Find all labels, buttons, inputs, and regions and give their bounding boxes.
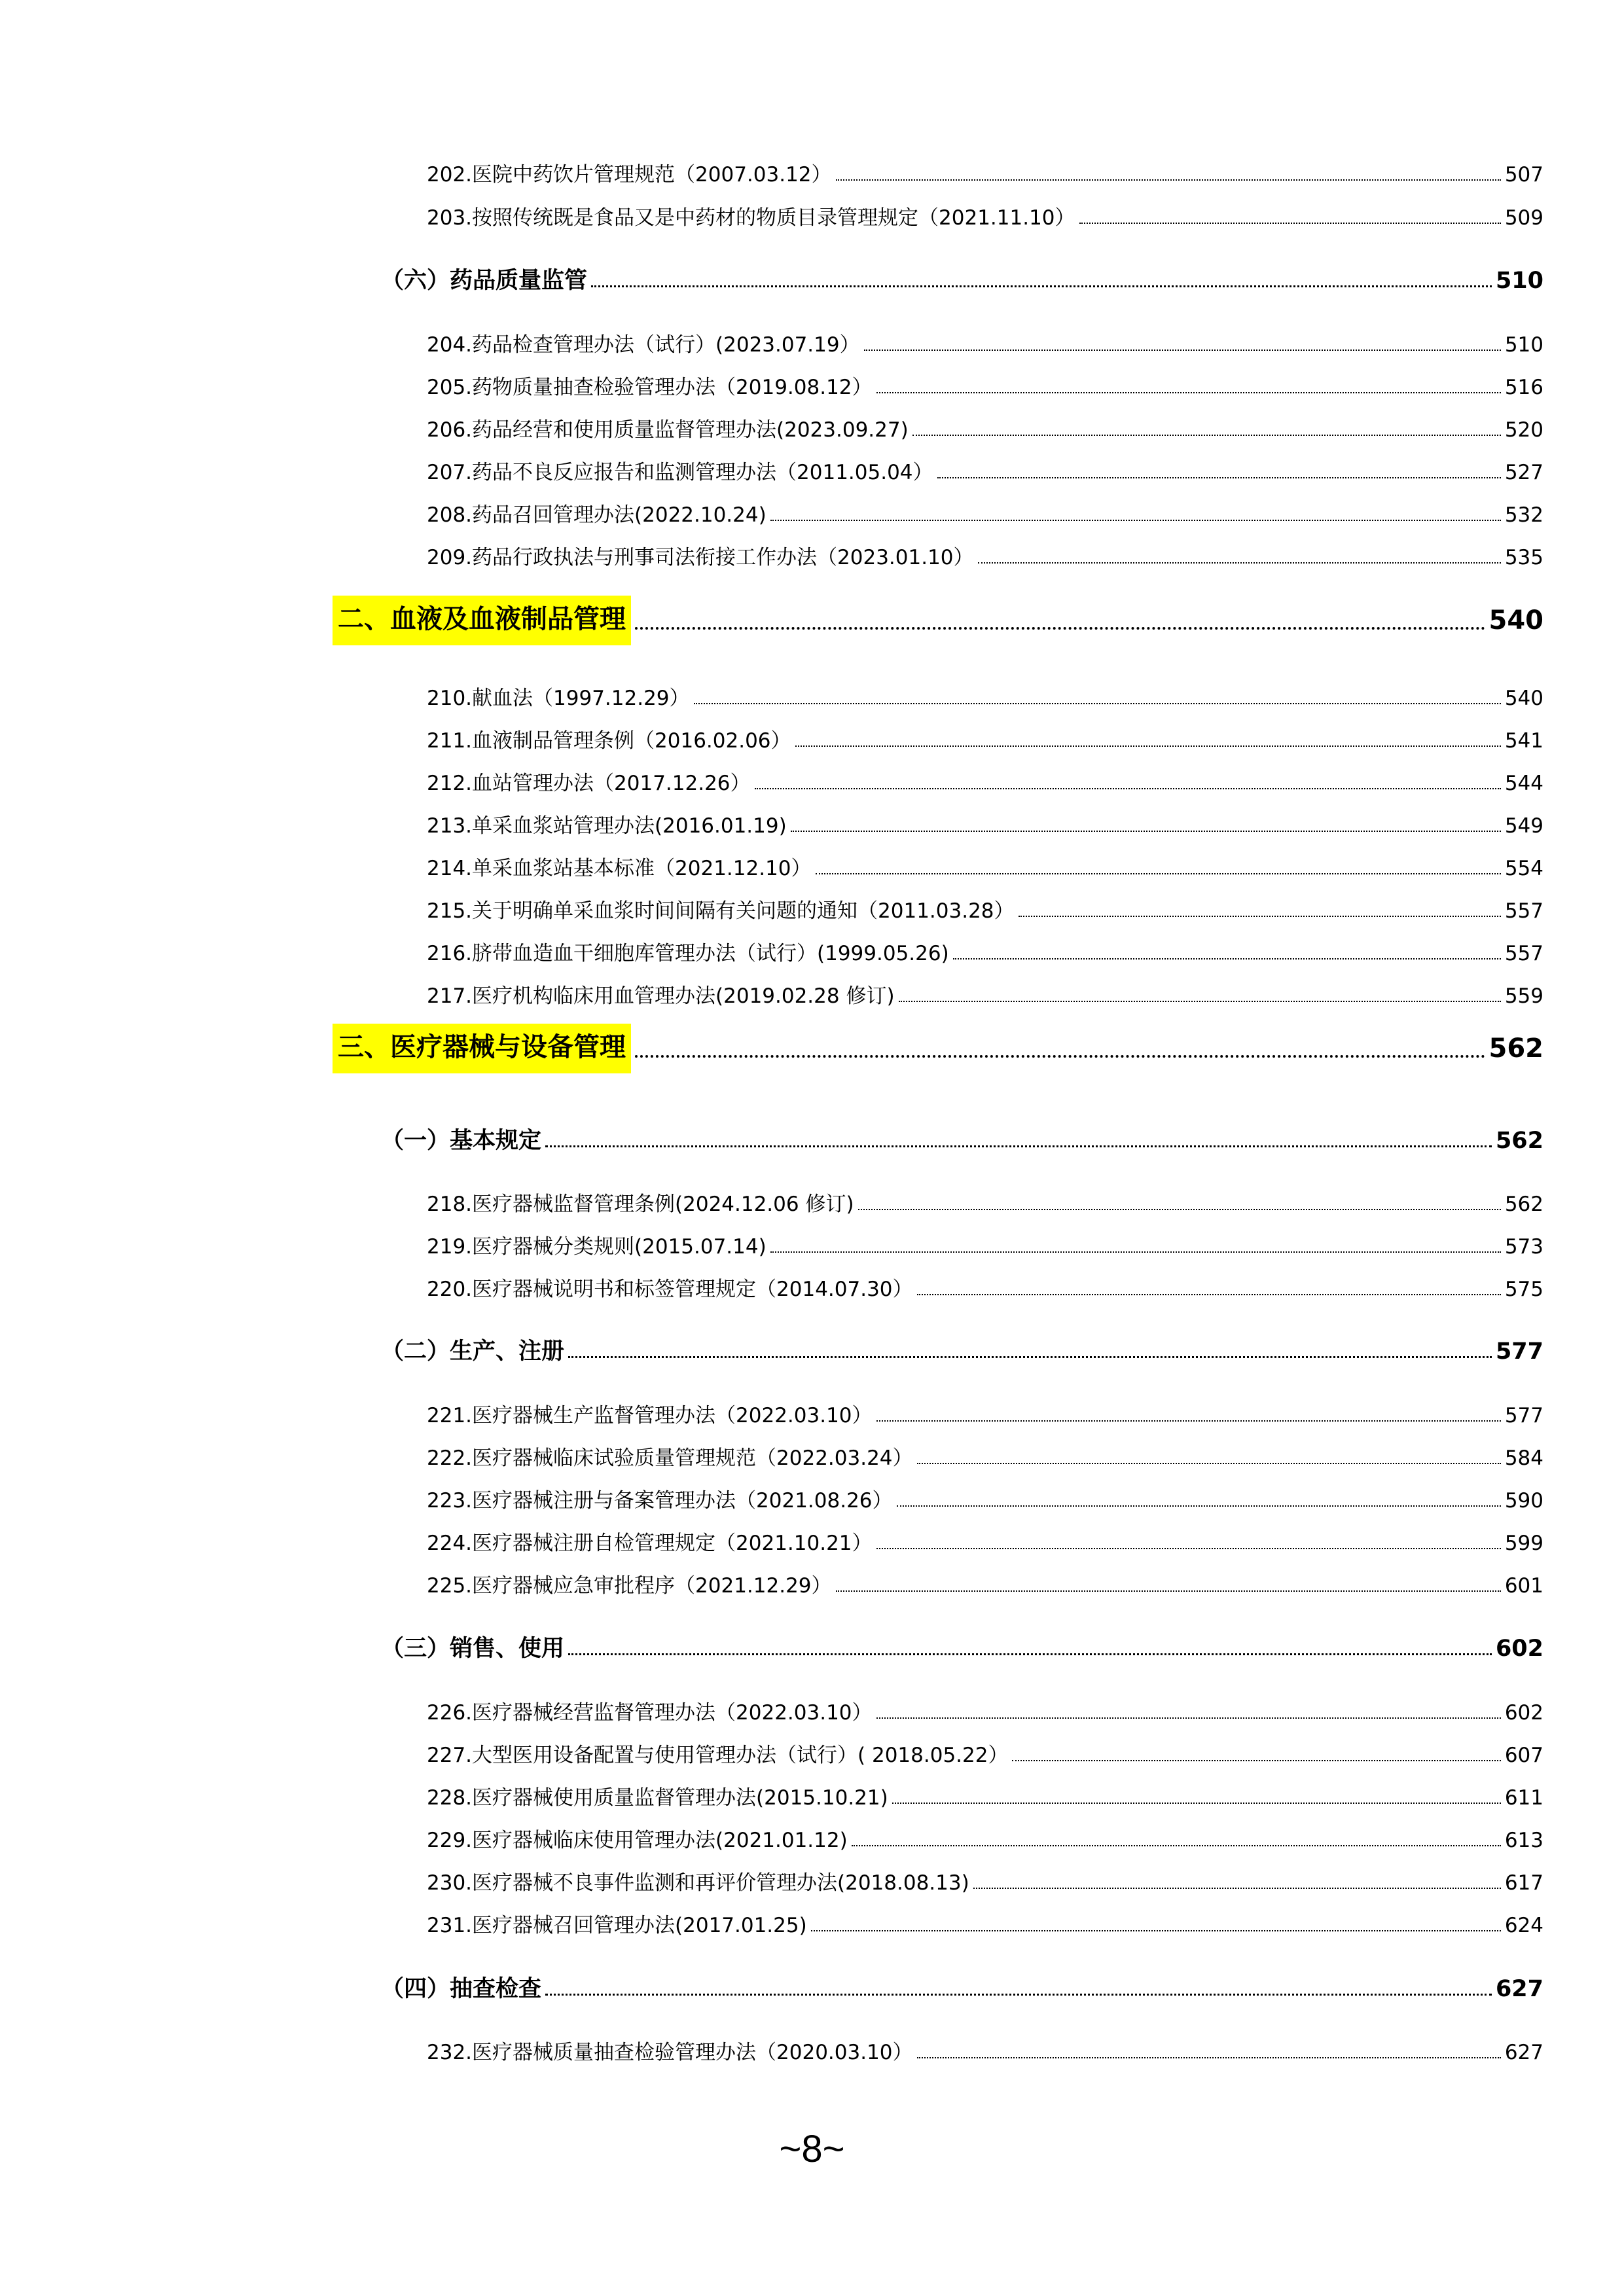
toc-entry[interactable] [427,1863,1543,1894]
dot-leader [897,1505,1501,1507]
toc-title: 205.药物质量抽查检验管理办法（2019.08.12） [427,375,873,399]
toc-title: 220.医疗器械说明书和标签管理规定（2014.07.30） [427,1277,913,1301]
toc-entry[interactable] [427,1778,1543,1809]
toc-entry[interactable] [427,806,1543,837]
toc-entry[interactable] [427,763,1543,795]
toc-entry[interactable] [427,1735,1543,1767]
toc-title: （六）药品质量监管 [381,267,588,294]
toc-title: 215.关于明确单采血浆时间间隔有关问题的通知（2011.03.28） [427,899,1015,923]
toc-title: 232.医疗器械质量抽查检验管理办法（2020.03.10） [427,2040,913,2064]
dot-leader [836,179,1501,181]
toc-page-number: 507 [1504,162,1543,187]
toc-page-number: 601 [1504,1573,1543,1598]
toc-page-number: 584 [1504,1446,1543,1470]
toc-title: 226.医疗器械经营监督管理办法（2022.03.10） [427,1700,873,1725]
toc-entry[interactable] [427,1480,1543,1512]
toc-entry[interactable] [427,452,1543,484]
toc-title: 204.药品检查管理办法（试行）(2023.07.19） [427,332,860,357]
toc-title: （二）生产、注册 [381,1338,565,1365]
dot-leader [876,1548,1501,1549]
toc-title: 202.医院中药饮片管理规范（2007.03.12） [427,162,832,187]
toc-title: 212.血站管理办法（2017.12.26） [427,771,751,795]
toc-page-number: 532 [1504,503,1543,527]
toc-title: 216.脐带血造血干细胞库管理办法（试行）(1999.05.26) [427,941,949,965]
toc-page-number: 557 [1504,941,1543,965]
toc-title: 225.医疗器械应急审批程序（2021.12.29） [427,1573,832,1598]
toc-entry[interactable] [427,1269,1543,1300]
toc-title: 214.单采血浆站基本标准（2021.12.10） [427,856,812,880]
toc-title: （三）销售、使用 [381,1635,565,1662]
toc-entry[interactable] [427,721,1543,752]
toc-entry[interactable] [427,1905,1543,1937]
dot-leader [791,831,1501,832]
toc-page-number: 627 [1504,2040,1543,2064]
dot-leader [770,520,1501,521]
toc-subsection-heading[interactable] [381,257,1543,293]
dot-leader [864,350,1501,351]
toc-section-heading[interactable] [333,1021,1543,1073]
toc-page-number: 602 [1495,1635,1543,1662]
dot-leader [694,703,1501,704]
toc-title: （四）抽查检查 [381,1975,542,2002]
toc-title: 211.血液制品管理条例（2016.02.06） [427,728,791,753]
toc-entry[interactable] [427,1523,1543,1554]
toc-page-number: 590 [1504,1488,1543,1513]
toc-entry[interactable] [427,325,1543,356]
dot-leader [876,392,1501,393]
toc-subsection-heading[interactable] [381,1624,1543,1661]
toc-title: 209.药品行政执法与刑事司法衔接工作办法（2023.01.10） [427,545,974,569]
toc-subsection-heading[interactable] [381,1327,1543,1364]
toc-title: 210.献血法（1997.12.29） [427,686,690,710]
toc-title: 229.医疗器械临床使用管理办法(2021.01.12) [427,1828,848,1852]
toc-page-number: 520 [1504,418,1543,442]
toc-page-number: 607 [1504,1743,1543,1767]
toc-page-number: 577 [1504,1403,1543,1427]
dot-leader [635,627,1485,630]
dot-leader [568,1653,1492,1655]
toc-section-heading[interactable] [333,593,1543,645]
toc-title: 217.医疗机构临床用血管理办法(2019.02.28 修订) [427,984,895,1008]
toc-title: 207.药品不良反应报告和监测管理办法（2011.05.04） [427,460,933,484]
toc-title: 222.医疗器械临床试验质量管理规范（2022.03.24） [427,1446,913,1470]
toc-entry[interactable] [427,410,1543,441]
toc-page-number: 549 [1504,814,1543,838]
toc-page-number: 562 [1495,1127,1543,1154]
toc-entry[interactable] [427,495,1543,526]
toc-entry[interactable] [427,891,1543,922]
dot-leader [1079,223,1501,224]
dot-leader [912,435,1501,436]
toc-page-number: 624 [1504,1913,1543,1937]
toc-page-number: 527 [1504,460,1543,484]
toc-page-number: 577 [1495,1338,1543,1365]
dot-leader [1012,1760,1500,1761]
dot-leader [953,958,1501,960]
toc-entry[interactable] [427,367,1543,399]
toc-title: 206.药品经营和使用质量监督管理办法(2023.09.27) [427,418,909,442]
toc-entry[interactable] [427,933,1543,965]
toc-title: 208.药品召回管理办法(2022.10.24) [427,503,767,527]
toc-page-number: 510 [1504,332,1543,357]
toc-title: 213.单采血浆站管理办法(2016.01.19) [427,814,787,838]
toc-title: 231.医疗器械召回管理办法(2017.01.25) [427,1913,807,1937]
toc-entry[interactable] [427,1693,1543,1724]
toc-page-number: 575 [1504,1277,1543,1301]
toc-title: 221.医疗器械生产监督管理办法（2022.03.10） [427,1403,873,1427]
toc-page-number: 613 [1504,1828,1543,1852]
toc-title: 227.大型医用设备配置与使用管理办法（试行）( 2018.05.22） [427,1743,1009,1767]
dot-leader [917,2057,1501,2058]
toc-title: 223.医疗器械注册与备案管理办法（2021.08.26） [427,1488,893,1513]
dot-leader [816,873,1501,874]
dot-leader [811,1930,1501,1931]
toc-page-number: 617 [1504,1871,1543,1895]
toc-page-number: 540 [1489,605,1543,636]
dot-leader [545,1145,1492,1147]
toc-page-number: 557 [1504,899,1543,923]
toc-entry[interactable] [427,1820,1543,1852]
dot-leader [795,745,1501,747]
toc-page-number: 562 [1504,1192,1543,1216]
toc-page-number: 611 [1504,1785,1543,1810]
dot-leader [858,1209,1501,1210]
toc-page-number: 535 [1504,545,1543,569]
toc-entry[interactable] [427,1227,1543,1258]
page-number: ~8~ [779,2128,845,2170]
toc-page-number: 573 [1504,1234,1543,1259]
toc-title: 二、血液及血液制品管理 [333,596,631,645]
toc-title: 218.医疗器械监督管理条例(2024.12.06 修订) [427,1192,854,1216]
toc-entry[interactable] [427,848,1543,880]
toc-title: 203.按照传统既是食品又是中药材的物质目录管理规定（2021.11.10） [427,206,1075,230]
dot-leader [917,1463,1501,1464]
toc-subsection-heading[interactable] [381,1965,1543,2001]
dot-leader [635,1055,1485,1058]
dot-leader [876,1717,1501,1719]
toc-entry[interactable] [427,678,1543,709]
toc-entry[interactable] [427,154,1543,186]
dot-leader [545,1994,1492,1996]
dot-leader [899,1001,1501,1002]
toc-entry[interactable] [427,1566,1543,1597]
toc-page-number: 602 [1504,1700,1543,1725]
toc-entry[interactable] [427,1438,1543,1469]
toc-subsection-heading[interactable] [381,1117,1543,1153]
dot-leader [1019,916,1501,917]
toc-page-number: 627 [1495,1975,1543,2002]
toc-title: 三、医疗器械与设备管理 [333,1024,631,1073]
dot-leader [917,1294,1501,1295]
toc-title: 219.医疗器械分类规则(2015.07.14) [427,1234,767,1259]
dot-leader [568,1356,1492,1358]
toc-page-number: 509 [1504,206,1543,230]
toc-entry[interactable] [427,1184,1543,1215]
toc-entry[interactable] [427,976,1543,1007]
toc-page-number: 510 [1495,267,1543,294]
dot-leader [937,477,1501,478]
dot-leader [892,1803,1501,1804]
toc-page-number: 540 [1504,686,1543,710]
dot-leader [755,788,1501,789]
dot-leader [836,1590,1501,1592]
dot-leader [852,1845,1501,1846]
toc-entry[interactable] [427,198,1543,229]
toc-page-number: 541 [1504,728,1543,753]
dot-leader [591,285,1492,287]
dot-leader [978,562,1501,564]
toc-page-number: 562 [1489,1033,1543,1064]
toc-title: （一）基本规定 [381,1127,542,1154]
toc-entry[interactable] [427,537,1543,569]
toc-page-number: 599 [1504,1531,1543,1555]
toc-page-number: 559 [1504,984,1543,1008]
dot-leader [876,1420,1501,1422]
toc-title: 224.医疗器械注册自检管理规定（2021.10.21） [427,1531,873,1555]
toc-page-number: 544 [1504,771,1543,795]
toc-page-number: 516 [1504,375,1543,399]
toc-title: 230.医疗器械不良事件监测和再评价管理办法(2018.08.13) [427,1871,969,1895]
toc-page-number: 554 [1504,856,1543,880]
dot-leader [770,1251,1501,1253]
dot-leader [973,1888,1501,1889]
toc-entry[interactable] [427,1395,1543,1427]
toc-entry[interactable] [427,2032,1543,2064]
toc-title: 228.医疗器械使用质量监督管理办法(2015.10.21) [427,1785,888,1810]
